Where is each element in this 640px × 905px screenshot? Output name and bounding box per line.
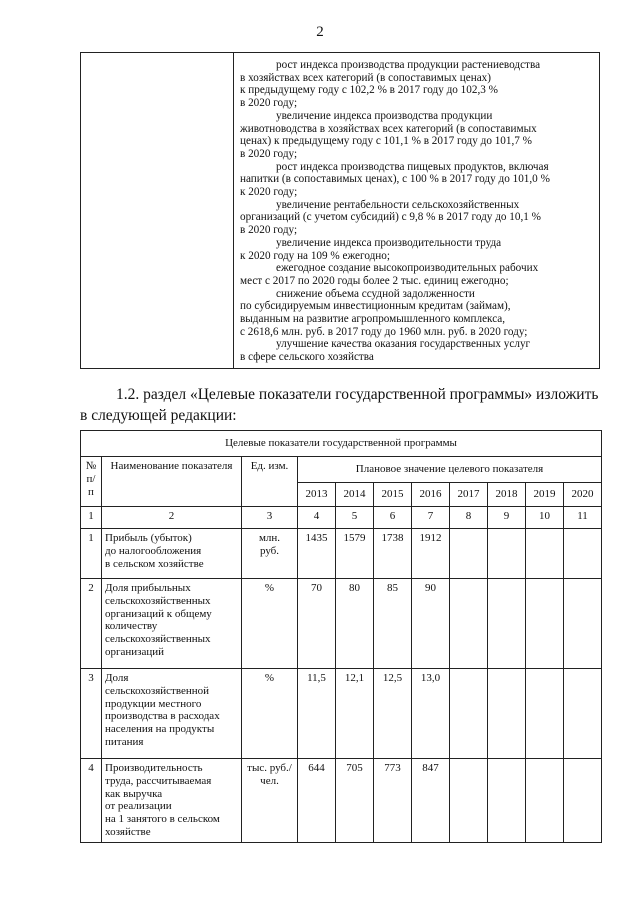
indicator-value: 773 xyxy=(374,759,412,843)
expected-results-cell xyxy=(234,53,600,369)
indicator-value xyxy=(564,529,602,579)
expected-result-line: к предыдущему году с 102,2 % в 2017 году до 102,3 % xyxy=(240,84,498,97)
expected-result-line: ежегодное создание высокопроизводительных рабочих xyxy=(276,262,539,275)
indicator-value xyxy=(526,759,564,843)
indicator-value: 1912 xyxy=(412,529,450,579)
indicator-name: Доля прибыльных сельскохозяйственных организаций к общему количеству сельскохозяйственных организаций xyxy=(102,579,242,669)
column-number: 6 xyxy=(374,507,412,529)
column-number: 5 xyxy=(336,507,374,529)
expected-result-line: снижение объема ссудной задолженности xyxy=(276,287,475,300)
year-header: 2013 xyxy=(298,483,336,507)
indicator-value xyxy=(564,579,602,669)
col-header-name: Наименование показателя xyxy=(102,457,242,507)
expected-result-line: в 2020 году; xyxy=(240,147,298,160)
indicator-value xyxy=(526,669,564,759)
indicator-value: 705 xyxy=(336,759,374,843)
column-number: 11 xyxy=(564,507,602,529)
col-header-plan: Плановое значение целевого показателя xyxy=(298,457,602,483)
expected-result-line: рост индекса производства продукции растениеводства xyxy=(276,59,541,71)
row-number: 4 xyxy=(81,759,102,843)
indicator-value xyxy=(488,579,526,669)
expected-result-line: в 2020 году; xyxy=(240,224,298,237)
expected-result-line: в сфере сельского хозяйства xyxy=(240,351,374,364)
col-header-number: № п/п xyxy=(81,457,102,507)
indicator-value xyxy=(488,669,526,759)
amendment-paragraph-line1: 1.2. раздел «Целевые показатели государственной программы» изложить xyxy=(116,386,599,403)
expected-result-line: организаций (с учетом субсидий) с 9,8 % в 2017 году до 10,1 % xyxy=(240,211,541,224)
indicator-value: 12,5 xyxy=(374,669,412,759)
col-header-unit: Ед. изм. xyxy=(242,457,298,507)
expected-result-line: увеличение индекса производительности труда xyxy=(276,236,502,249)
expected-result-line: животноводства в хозяйствах всех категорий (в сопоставимых xyxy=(240,122,537,135)
year-header: 2019 xyxy=(526,483,564,507)
indicator-value xyxy=(488,529,526,579)
indicator-value: 70 xyxy=(298,579,336,669)
expected-result-line: в 2020 году; xyxy=(240,97,298,110)
expected-result-line: увеличение рентабельности сельскохозяйственных xyxy=(276,198,520,211)
column-number: 3 xyxy=(242,507,298,529)
indicator-value: 847 xyxy=(412,759,450,843)
indicator-value: 90 xyxy=(412,579,450,669)
column-number: 1 xyxy=(81,507,102,529)
indicator-value xyxy=(564,669,602,759)
indicator-value xyxy=(488,759,526,843)
expected-result-line: рост индекса производства пищевых продуктов, включая xyxy=(276,160,549,173)
indicator-value: 11,5 xyxy=(298,669,336,759)
row-number: 1 xyxy=(81,529,102,579)
indicator-name: Доля сельскохозяйственной продукции местного производства в расходах населения на продукты питания xyxy=(102,669,242,759)
indicator-name: Производительность труда, рассчитываемая как выручка от реализации на 1 занятого в сельском хозяйстве xyxy=(102,759,242,843)
indicator-value: 12,1 xyxy=(336,669,374,759)
table-row xyxy=(81,579,602,669)
indicator-value: 644 xyxy=(298,759,336,843)
indicator-value: 13,0 xyxy=(412,669,450,759)
indicator-value xyxy=(450,529,488,579)
indicator-value: 85 xyxy=(374,579,412,669)
expected-result-line: ценах) к предыдущему году с 101,1 % в 2017 году до 101,7 % xyxy=(240,135,532,148)
column-number: 7 xyxy=(412,507,450,529)
expected-result-line: по субсидируемым инвестиционным кредитам (займам), xyxy=(240,300,511,313)
column-number: 2 xyxy=(102,507,242,529)
table-row xyxy=(81,759,602,843)
table-row xyxy=(81,669,602,759)
indicator-unit: тыс. руб./ чел. xyxy=(242,759,298,843)
page-number: 2 xyxy=(316,24,324,40)
indicator-value xyxy=(450,579,488,669)
goals-continuation-table xyxy=(80,52,600,369)
expected-result-line: мест с 2017 по 2020 годы более 2 тыс. единиц ежегодно; xyxy=(240,274,509,287)
table-title: Целевые показатели государственной программы xyxy=(81,431,602,457)
indicator-value: 1579 xyxy=(336,529,374,579)
expected-result-line: улучшение качества оказания государственных услуг xyxy=(276,338,531,351)
indicator-value xyxy=(526,529,564,579)
expected-result-line: к 2020 году; xyxy=(240,186,298,199)
year-header: 2016 xyxy=(412,483,450,507)
expected-result-line: с 2618,6 млн. руб. в 2017 году до 1960 млн. руб. в 2020 году; xyxy=(240,325,528,338)
year-header: 2020 xyxy=(564,483,602,507)
expected-result-line: напитки (в сопоставимых ценах), с 100 % в 2017 году до 101,0 % xyxy=(240,173,550,186)
year-header: 2014 xyxy=(336,483,374,507)
empty-label-cell xyxy=(81,53,234,369)
indicator-value xyxy=(450,669,488,759)
indicator-unit: % xyxy=(242,669,298,759)
indicator-unit: % xyxy=(242,579,298,669)
indicator-value xyxy=(450,759,488,843)
column-number: 8 xyxy=(450,507,488,529)
year-header: 2015 xyxy=(374,483,412,507)
amendment-paragraph-line2: в следующей редакции: xyxy=(80,407,237,424)
row-number: 3 xyxy=(81,669,102,759)
indicator-value: 1738 xyxy=(374,529,412,579)
indicator-value xyxy=(564,759,602,843)
table-row xyxy=(81,529,602,579)
year-header: 2017 xyxy=(450,483,488,507)
column-number: 4 xyxy=(298,507,336,529)
column-number: 9 xyxy=(488,507,526,529)
column-number: 10 xyxy=(526,507,564,529)
indicator-value: 1435 xyxy=(298,529,336,579)
target-indicators-table xyxy=(80,430,602,843)
expected-result-line: в хозяйствах всех категорий (в сопоставимых ценах) xyxy=(240,71,491,84)
indicator-name: Прибыль (убыток) до налогообложения в сельском хозяйстве xyxy=(102,529,242,579)
indicator-unit: млн. руб. xyxy=(242,529,298,579)
expected-result-line: к 2020 году на 109 % ежегодно; xyxy=(240,249,390,262)
expected-result-line: выданным на развитие агропромышленного комплекса, xyxy=(240,313,506,326)
indicator-value xyxy=(526,579,564,669)
expected-result-line: увеличение индекса производства продукции xyxy=(276,109,493,122)
year-header: 2018 xyxy=(488,483,526,507)
indicator-value: 80 xyxy=(336,579,374,669)
row-number: 2 xyxy=(81,579,102,669)
